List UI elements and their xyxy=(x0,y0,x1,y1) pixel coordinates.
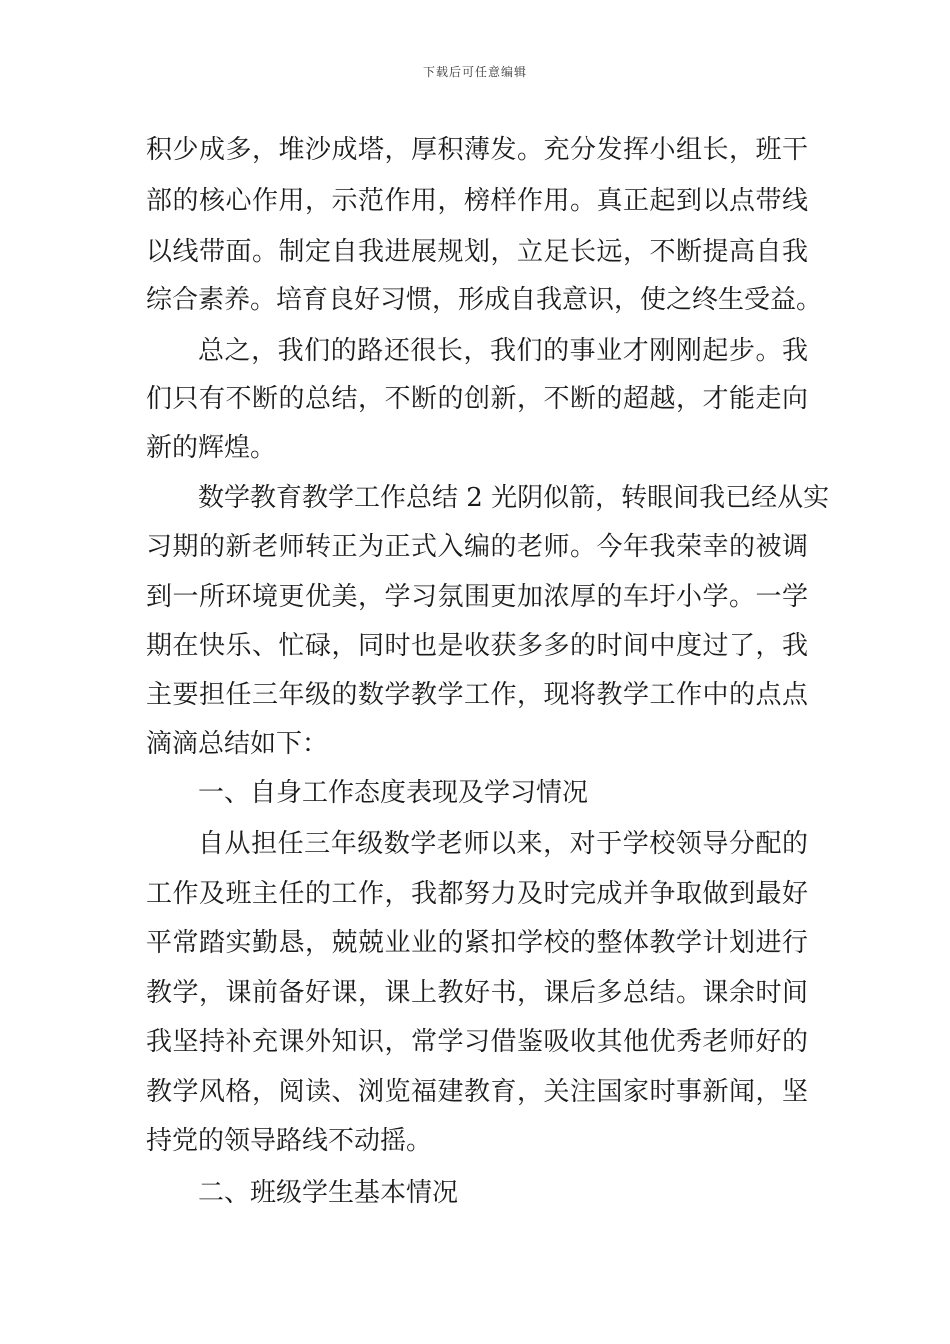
section-heading: 一、自身工作态度表现及学习情况 xyxy=(198,778,589,808)
text-line: 数学教育教学工作总结 2 光阴似箭，转眼间我已经从实 xyxy=(198,483,830,513)
text-line: 自从担任三年级数学老师以来，对于学校领导分配的 xyxy=(198,829,808,859)
text-line: 总之，我们的路还很长，我们的事业才刚刚起步。我 xyxy=(198,336,808,366)
text-line: 们只有不断的总结，不断的创新，不断的超越，才能走向 xyxy=(146,384,808,414)
text-line: 滴滴总结如下： xyxy=(146,729,329,759)
text-line: 期在快乐、忙碌，同时也是收获多多的时间中度过了，我 xyxy=(146,631,808,661)
text-line: 工作及班主任的工作，我都努力及时完成并争取做到最好 xyxy=(146,879,808,909)
text-line: 综合素养。培育良好习惯，形成自我意识，使之终生受益。 xyxy=(146,285,823,315)
text-line: 新的辉煌。 xyxy=(146,433,277,463)
text-line: 持党的领导路线不动摇。 xyxy=(146,1126,433,1156)
text-line: 习期的新老师转正为正式入编的老师。今年我荣幸的被调 xyxy=(146,532,808,562)
text-line: 积少成多，堆沙成塔，厚积薄发。充分发挥小组长，班干 xyxy=(146,135,808,165)
text-line: 平常踏实勤恳，兢兢业业的紧扣学校的整体教学计划进行 xyxy=(146,928,808,958)
text-line: 教学，课前备好课，课上教好书，课后多总结。课余时间 xyxy=(146,978,808,1008)
text-line: 教学风格，阅读、浏览福建教育，关注国家时事新闻，坚 xyxy=(146,1077,808,1107)
text-line: 以线带面。制定自我进展规划，立足长远，不断提高自我 xyxy=(146,237,808,267)
text-line: 我坚持补充课外知识，常学习借鉴吸收其他优秀老师好的 xyxy=(146,1027,808,1057)
text-line: 到一所环境更优美，学习氛围更加浓厚的车圩小学。一学 xyxy=(146,582,808,612)
text-line: 主要担任三年级的数学教学工作，现将教学工作中的点点 xyxy=(146,680,808,710)
page-header: 下载后可任意编辑 xyxy=(422,65,527,79)
section-heading: 二、班级学生基本情况 xyxy=(198,1178,459,1208)
text-line: 部的核心作用，示范作用，榜样作用。真正起到以点带线 xyxy=(146,186,808,216)
